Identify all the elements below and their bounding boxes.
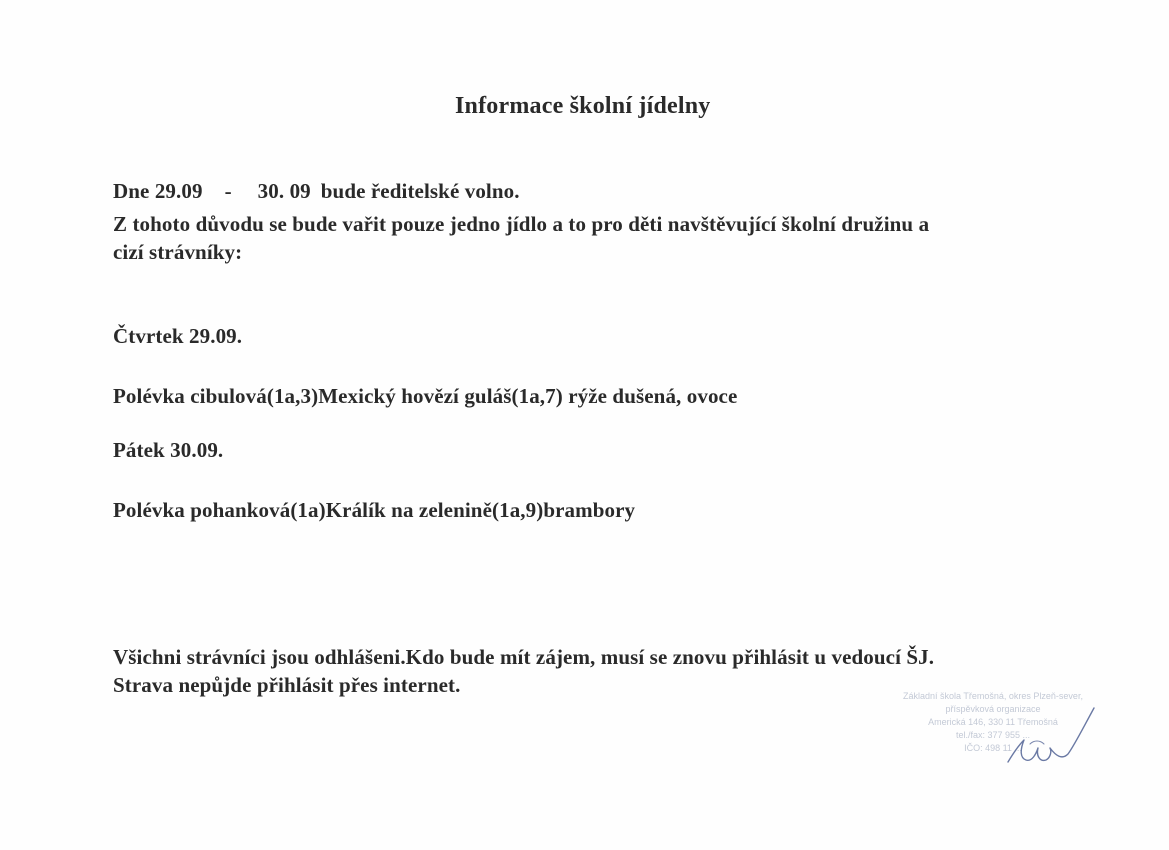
stamp-line: IČO: 498 11 ... bbox=[964, 743, 1022, 753]
stamp-line: příspěvková organizace bbox=[945, 704, 1041, 714]
intro-date-suffix: bude ředitelské volno. bbox=[320, 179, 520, 203]
menu-friday: Polévka pohanková(1a)Králík na zelenině(1a,9)brambory bbox=[113, 498, 636, 522]
stamp-line: Americká 146, 330 11 Třemošná bbox=[928, 717, 1058, 727]
intro-line-dates bbox=[113, 179, 520, 204]
day-heading-thursday: Čtvrtek 29.09. bbox=[113, 324, 243, 348]
menu-thursday: Polévka cibulová(1a,3)Mexický hovězí guláš(1a,7) rýže dušená, ovoce bbox=[113, 384, 738, 408]
intro-dash: - bbox=[224, 179, 232, 203]
document-title: Informace školní jídelny bbox=[455, 93, 711, 119]
intro-line-diners: cizí strávníky: bbox=[113, 240, 243, 264]
stamp-line: tel./fax: 377 955 ... bbox=[955, 730, 1031, 740]
day-heading-friday: Pátek 30.09. bbox=[113, 438, 224, 462]
intro-line-reason: Z tohoto důvodu se bude vařit pouze jedno jídlo a to pro děti navštěvující školní družinu a bbox=[113, 212, 930, 236]
stamp-line: Základní škola Třemošná, okres Plzeň-sever, bbox=[903, 691, 1083, 701]
handwritten-signature-icon bbox=[990, 700, 1100, 780]
note-line-unsubscribed: Všichni strávníci jsou odhlášeni.Kdo bude mít zájem, musí se znovu přihlásit u vedoucí ŠJ. bbox=[113, 645, 935, 669]
note-line-internet: Strava nepůjde přihlásit přes internet. bbox=[113, 673, 461, 697]
intro-date-end: 30. 09 bbox=[257, 179, 311, 203]
intro-date-start: Dne 29.09 bbox=[113, 179, 203, 203]
